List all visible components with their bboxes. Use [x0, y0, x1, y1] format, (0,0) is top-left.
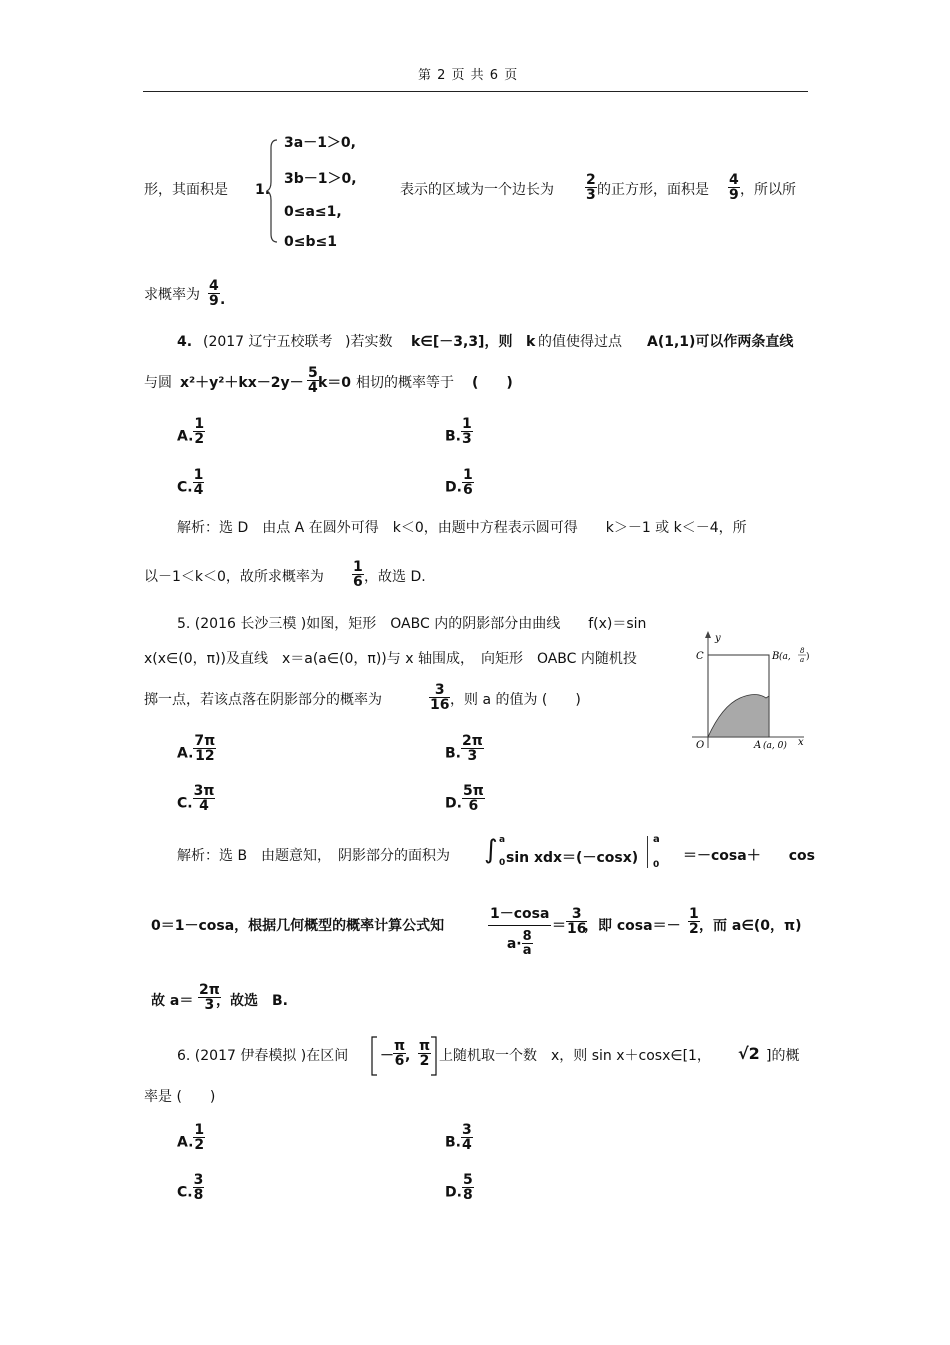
fraction-side — [585, 173, 597, 202]
q4-solution-line2-b: ，故选 D. — [364, 569, 426, 585]
option-fraction — [461, 734, 484, 763]
big-denominator — [488, 930, 551, 957]
q5-cos-fraction — [688, 907, 700, 936]
denominator: 9 — [729, 187, 739, 203]
fraction-prob — [208, 279, 220, 308]
big-den-fraction — [522, 930, 533, 957]
option-label: D. — [445, 1184, 462, 1201]
q4-option-d[interactable] — [445, 467, 474, 498]
numerator: 4 — [209, 278, 219, 294]
option-label: C. — [177, 479, 193, 496]
option-fraction — [193, 734, 216, 763]
numerator: 3π — [193, 783, 215, 799]
q6-option-a[interactable] — [177, 1122, 205, 1153]
right-bracket-icon — [430, 1036, 438, 1076]
denominator: 3 — [462, 431, 472, 447]
denominator: 2 — [194, 431, 205, 447]
q5-sol-line1-b: ＝－cosa＋ cos — [683, 848, 815, 864]
q5-big-fraction — [488, 903, 551, 957]
q4-solution-line2-a: 以－1＜k＜0，故所求概率为 — [144, 569, 324, 585]
point-a-coord: (a, 0) — [763, 741, 787, 751]
option-fraction — [193, 417, 205, 446]
y-axis-arrow-icon — [705, 631, 711, 638]
q4-k-range: k∈[－3,3]，则 — [411, 334, 513, 350]
numerator: 1 — [194, 1122, 205, 1138]
q6-option-d[interactable] — [445, 1172, 474, 1203]
q4-point: A(1,1)可以作两条直线 — [647, 334, 794, 350]
cont-region-text: 表示的区域为一个边长为 — [400, 182, 554, 198]
q6-line2: 率是 ( ) — [144, 1089, 216, 1105]
numerator: 3 — [193, 1172, 204, 1188]
option-fraction — [193, 1173, 205, 1202]
option-label: D. — [445, 795, 462, 812]
denominator: 3 — [586, 187, 596, 203]
option-label: A. — [177, 1134, 194, 1151]
left-bracket-icon — [370, 1036, 378, 1076]
numerator: 8 — [522, 929, 532, 944]
option-label: B. — [445, 745, 461, 762]
option-fraction — [461, 1123, 473, 1152]
q4-paren: )若实数 — [345, 334, 393, 350]
q4-eq-tail: k＝0 — [318, 375, 352, 391]
q5-equals: ＝ — [552, 918, 566, 934]
system-brace-icon — [266, 138, 280, 244]
cont-period: . — [220, 292, 226, 308]
denominator: 3 — [467, 748, 478, 764]
system-line-3: 0≤a≤1, — [284, 204, 342, 220]
denominator: 6 — [353, 574, 363, 590]
denominator: 4 — [193, 482, 204, 498]
denominator: 2 — [419, 1053, 430, 1069]
option-fraction — [193, 784, 216, 813]
numerator: 2 — [586, 172, 596, 188]
q6-line1-a: 6. (2017 伊春模拟 )在区间 — [177, 1048, 349, 1064]
integral-lower: 0 — [499, 858, 506, 868]
numerator: π — [419, 1038, 431, 1054]
numerator: 5 — [462, 1172, 473, 1188]
denominator: 2 — [194, 1137, 205, 1153]
system-line-1: 3a－1＞0, — [284, 135, 356, 151]
option-label: C. — [177, 1184, 193, 1201]
numerator: 1 — [462, 467, 473, 483]
q4-source: (2017 辽宁五校联考 — [203, 334, 333, 350]
denominator: 2 — [689, 921, 699, 937]
cont-tail: ，所以所 — [740, 182, 796, 198]
numerator: 3 — [566, 907, 587, 922]
denominator: a — [522, 943, 532, 958]
denominator: 4 — [462, 1137, 472, 1153]
point-o-label: O — [696, 740, 705, 751]
q4-circle-eq: x²＋y²＋kx－2y－ — [180, 375, 304, 391]
q6-comma: , — [405, 1048, 411, 1064]
q5-sol-line2-c: ，而 a∈(0，π) — [699, 918, 802, 934]
q5-line2: x(x∈(0，π))及直线 x＝a(a∈(0，π))与 x 轴围成， 向矩形 OABC 内随机投 — [144, 651, 637, 667]
q5-sol-line3-b: ，故选 B. — [216, 993, 288, 1009]
eval-bar — [647, 836, 648, 868]
q4-line2-b: 相切的概率等于 — [356, 375, 454, 391]
q6-option-b[interactable] — [445, 1122, 473, 1153]
q4-option-b[interactable] — [445, 416, 473, 447]
denominator: 4 — [199, 798, 209, 814]
point-b-label: B — [772, 651, 780, 662]
point-b-num: 8 — [800, 647, 805, 655]
q4-k: k — [526, 334, 536, 350]
denominator: 16 — [430, 697, 450, 713]
option-fraction — [462, 468, 474, 497]
big-numerator: 1－cosa — [488, 903, 551, 926]
numerator: 1 — [194, 416, 205, 432]
cont-line1-prefix: 形，其面积是 — [144, 182, 228, 198]
q5-sol-line1-a: 解析：选 B 由题意知， 阴影部分的面积为 — [177, 848, 451, 864]
numerator: 5π — [462, 783, 484, 799]
numerator: 3 — [429, 683, 450, 698]
numerator: π — [394, 1038, 406, 1054]
numerator: 4 — [729, 172, 739, 188]
denominator: 12 — [195, 748, 215, 764]
option-fraction — [462, 1173, 474, 1202]
cont-line2-prefix: 求概率为 — [144, 287, 200, 303]
q5-sol-line2-a: 0＝1－cosa，根据几何概型的概率计算公式知 — [151, 918, 445, 934]
option-label: B. — [445, 428, 461, 445]
point-a-label: A — [754, 740, 762, 751]
system-line-2: 3b－1＞0, — [284, 171, 357, 187]
numerator: 3 — [462, 1122, 472, 1138]
q4-option-a[interactable] — [177, 416, 205, 447]
q4-cond: 的值使得过点 — [538, 334, 622, 350]
integral-body: sin xdx＝(－cosx) — [506, 850, 639, 866]
option-fraction — [193, 468, 205, 497]
q6-minus: － — [380, 1048, 394, 1064]
denominator: 9 — [209, 293, 219, 309]
numerator: 1 — [689, 906, 699, 922]
denominator: 6 — [468, 798, 479, 814]
cont-one: 1. — [255, 182, 271, 198]
denominator: 8 — [462, 1187, 473, 1203]
shaded-region — [708, 695, 769, 738]
option-label: C. — [177, 795, 193, 812]
q6-option-c[interactable] — [177, 1172, 204, 1203]
q6-sqrt: √2 — [738, 1044, 760, 1063]
option-fraction — [461, 417, 473, 446]
q5-line3-a: 掷一点，若该点落在阴影部分的概率为 — [144, 692, 382, 708]
point-b-close: ) — [806, 652, 810, 662]
option-label: B. — [445, 1134, 461, 1151]
option-label: A. — [177, 428, 194, 445]
q6-line1-b: 上随机取一个数 x，则 sin x＋cosx∈[1， — [439, 1048, 711, 1064]
option-fraction — [193, 1123, 205, 1152]
system-line-4: 0≤b≤1 — [284, 234, 337, 250]
eval-lower: 0 — [653, 860, 660, 870]
denominator: 6 — [462, 482, 473, 498]
q6-line1-c: ]的概 — [766, 1048, 800, 1064]
option-fraction — [462, 784, 485, 813]
q5-prob-fraction — [429, 683, 450, 712]
cont-square-text: 的正方形，面积是 — [597, 182, 709, 198]
big-den-a: a· — [506, 935, 522, 952]
fraction-area — [728, 173, 740, 202]
q5-line3-b: ，则 a 的值为 ( ) — [450, 692, 581, 708]
numerator: 1 — [462, 416, 472, 432]
denominator: 8 — [193, 1187, 204, 1203]
point-c-label: C — [696, 651, 704, 662]
point-b-den: a — [800, 656, 805, 664]
header-rule — [143, 91, 808, 92]
q4-option-c[interactable] — [177, 467, 204, 498]
numerator: 7π — [194, 733, 216, 749]
option-label: A. — [177, 745, 194, 762]
integral-upper: a — [499, 835, 506, 845]
point-b-coord: (a, — [779, 652, 791, 662]
option-label: D. — [445, 479, 462, 496]
page-header: 第 2 页 共 6 页 — [418, 68, 519, 83]
q5-figure — [688, 628, 812, 756]
denominator: 6 — [394, 1053, 405, 1069]
q4-solution-fraction — [352, 560, 364, 589]
q4-solution-line1: 解析：选 D 由点 A 在圆外可得 k＜0，由题中方程表示圆可得 k＞－1 或 k＜－4，所 — [177, 520, 747, 536]
numerator: 1 — [353, 559, 363, 575]
q4-blank: ( ) — [472, 375, 513, 391]
y-label: y — [715, 633, 721, 644]
integral-sign-icon: ∫ — [484, 835, 498, 865]
numerator: 5 — [308, 365, 318, 381]
q4-number: 4. — [177, 334, 193, 350]
eval-upper: a — [653, 834, 660, 845]
q5-sol-line2-b: ，即 cosa＝－ — [584, 918, 681, 934]
q5-line1: 5. (2016 长沙三模 )如图，矩形 OABC 内的阴影部分由曲线 f(x)＝sin — [177, 616, 647, 632]
numerator: 2π — [199, 982, 220, 998]
q5-sol-line3-a: 故 a＝ — [151, 993, 194, 1009]
denominator: 16 — [567, 921, 587, 937]
x-label: x — [798, 737, 804, 748]
q4-frac-5-4 — [307, 366, 319, 395]
numerator: 2π — [462, 733, 483, 749]
numerator: 1 — [193, 467, 204, 483]
q4-line2-a: 与圆 — [144, 375, 172, 391]
denominator: 4 — [308, 380, 318, 396]
denominator: 3 — [204, 997, 215, 1013]
